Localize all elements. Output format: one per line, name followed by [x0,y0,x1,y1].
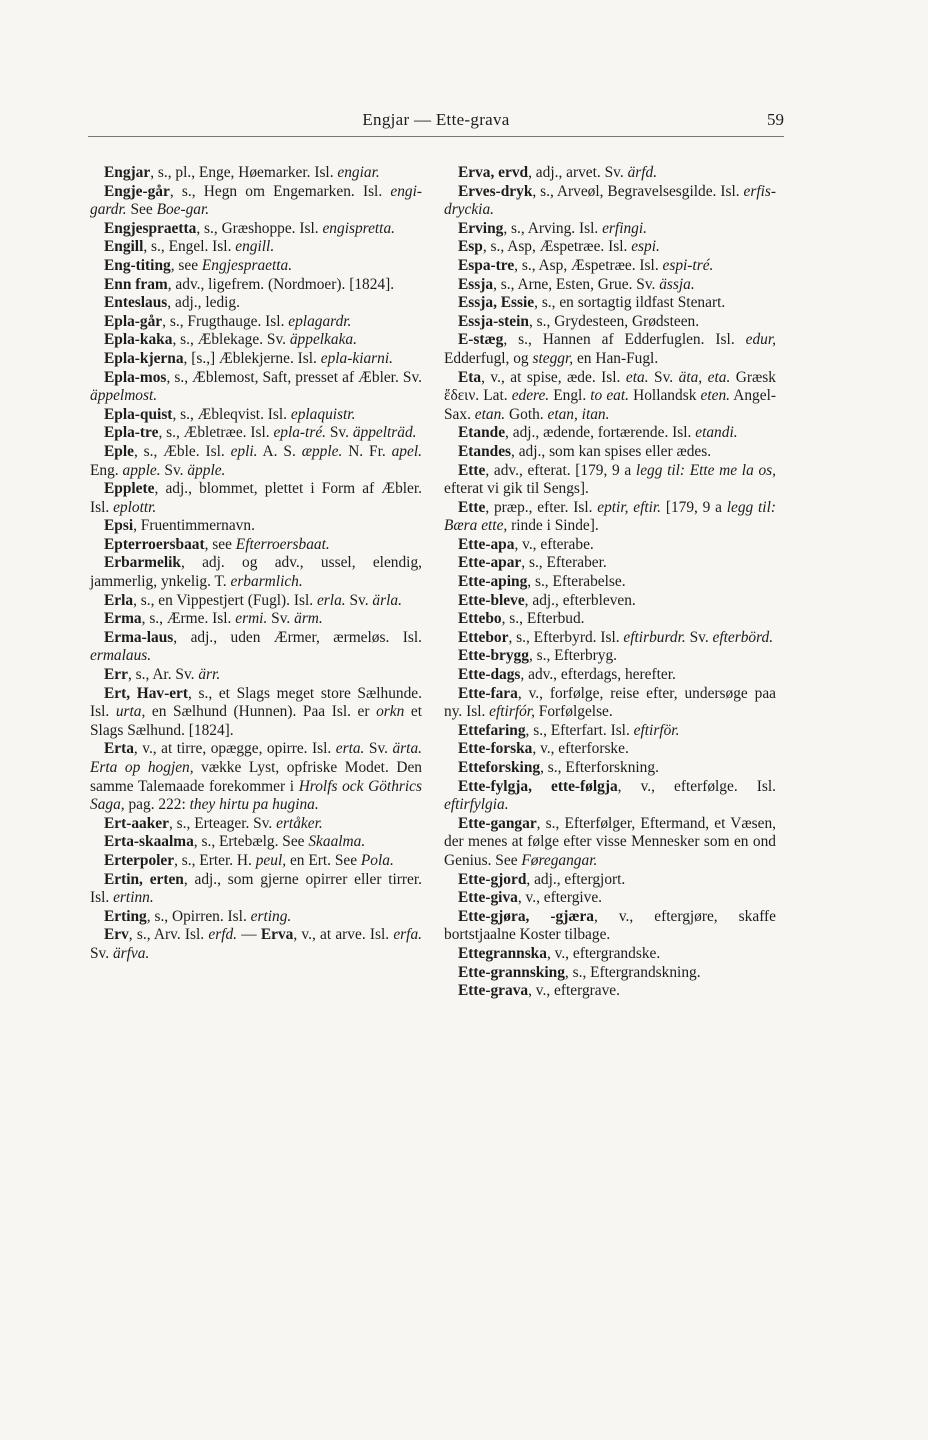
definition-text: , v., efterabe. [514,535,594,553]
italic-term: eten. [700,387,730,405]
dictionary-entry [444,276,776,295]
italic-term: espi. [631,238,660,256]
headword: Ette-bleve [458,591,525,609]
definition-text: , s., Æbleqvist. Isl. [172,405,291,423]
headword: Etteforsking [458,759,541,776]
italic-term: to eat. [590,387,630,405]
headword: Ertin, erten [104,870,184,888]
headword: Ette-forska [458,740,533,758]
italic-term: legg til: Ette me la os, [635,461,776,479]
headword: Enteslaus [104,294,168,312]
headword: Epla-mos [104,368,167,386]
definition-text: , s., Arveøl, Begravelsesgilde. Isl. [532,182,744,200]
definition-text: N. Fr. [342,442,392,460]
italic-term: erla. [316,591,346,609]
headword: Essja-stein [458,312,529,330]
definition-text: [179, 9 a [661,498,727,516]
headword: Epla-kjerna [104,349,184,367]
italic-term: peul, [255,851,287,869]
headword: Ettebo [458,610,502,628]
definition-text: Sv. [648,368,679,386]
italic-term: engiar. [337,164,380,181]
headword: Ette-fara [458,684,518,702]
headword: Erv [104,926,129,944]
definition-text: , s., Hannen af Edderfuglen. Isl. [503,331,746,349]
headword: Engill [104,238,144,256]
italic-term: æpple. [301,442,343,460]
definition-text: , s., Efterbud. [501,610,585,628]
definition-text: — [237,926,261,944]
headword: Ette-grava [458,982,529,1000]
dictionary-entry [90,313,422,332]
headword: Err [104,666,128,684]
definition-text: , s., Grydesteen, Grødsteen. [528,312,700,330]
page-number: 59 [767,110,784,129]
italic-term: ertåker. [276,814,323,832]
definition-text: , s., Æble. Isl. [133,442,231,460]
dictionary-entry [444,220,776,239]
headword: Ette-brygg [458,647,529,665]
definition-text: , s., Erteager. Sv. [168,814,277,832]
definition-text: , s., Efterforskning. [540,759,659,776]
definition-text: , adj., arvet. Sv. [528,164,628,181]
italic-term: engi-gardr. [90,182,422,219]
dictionary-entry [90,369,422,406]
italic-term: etandi. [695,424,738,442]
dictionary-entry [90,220,422,239]
dictionary-entry [90,424,422,443]
definition-text: , adj., uden Ærmer, ærmeløs. Isl. [173,628,422,646]
italic-term: erfingi. [602,219,647,237]
italic-term: äpple. [187,461,226,479]
definition-text: Sv. [685,628,713,646]
definition-text: Eng. [90,461,123,479]
italic-term: efterbörd. [712,628,774,646]
dictionary-entry [444,424,776,443]
definition-text: en Ert. See [286,851,361,869]
headword: Ette [458,461,486,479]
definition-text: , s., Æbletræe. Isl. [158,424,274,442]
definition-text: , adj., ledig. [167,294,240,312]
italic-term: epla-tré. [273,424,327,442]
definition-text: , adj., som kan spises eller ædes. [511,442,712,460]
dictionary-entry [90,833,422,852]
definition-text: , s., Asp, Æspetræe. Isl. [514,256,663,274]
italic-term: Pola. [360,851,394,869]
definition-text: Hollandsk [629,387,701,405]
definition-text: , adv., efterdags, herefter. [520,666,676,684]
italic-term: ermi. [235,610,268,628]
dictionary-entry [90,908,422,927]
italic-term: Erta op hogjen, [90,759,194,776]
italic-term: Føregangar. [521,851,598,869]
headword: Ert-aaker [104,814,169,832]
dictionary-entry [444,871,776,890]
headword: Etandes [458,442,512,460]
definition-text: rinde i Sinde]. [507,517,599,535]
header-rule [88,136,784,137]
definition-text: , s., Engel. Isl. [143,238,236,256]
dictionary-entry [90,517,422,536]
dictionary-entry [444,647,776,666]
definition-text: Sv. [364,740,393,758]
headword: Erma [104,610,142,628]
headword: Enn fram [104,275,168,293]
italic-term: äppelmost. [90,387,158,405]
headword: Ette-gangar [458,814,537,832]
definition-text: , s., en Vippestjert (Fugl). Isl. [133,591,317,609]
definition-text: , adj. og adv., ussel, elendig, jammerlig, ynkelig. T. [90,554,422,591]
dictionary-entry [90,629,422,666]
dictionary-entry [90,164,422,183]
dictionary-entry [90,183,422,220]
dictionary-entry [90,276,422,295]
definition-text: Sv. [90,944,113,962]
dictionary-entry [90,350,422,369]
dictionary-entry [444,313,776,332]
running-title: Engjar — Ette-grava [362,110,510,129]
definition-text: pag. 222: [124,796,190,814]
headword: Engjar [104,164,151,181]
dictionary-entry [444,573,776,592]
headword: Ette-giva [458,889,518,907]
headword: Engje-går [104,182,170,200]
italic-term: Skaalma. [308,833,366,851]
definition-text: , Fruentimmernavn. [133,517,255,535]
definition-text: Edderfugl, og [444,349,533,367]
italic-term: steggr, [532,349,574,367]
dictionary-entry [90,610,422,629]
italic-term: etan. [474,405,506,423]
definition-text: , s., Erter. H. [174,851,256,869]
dictionary-entry [90,852,422,871]
dictionary-entry [444,964,776,983]
headword: Eng-titing [104,256,171,274]
dictionary-entry [444,722,776,741]
italic-term: ärr. [198,666,221,684]
headword: Ette-apa [458,535,515,553]
definition-text: , s., Ertebælg. See [193,833,309,851]
definition-text: Sv. [267,610,295,628]
italic-term: Engjespraetta. [201,256,293,274]
dictionary-entry [90,685,422,741]
italic-term: erfa. [393,926,422,944]
italic-term: ärfva. [112,944,150,962]
definition-text: en Sælhund (Hunnen). Paa Isl. er [145,703,377,721]
headword: Eple [104,442,134,460]
definition-text: A. S. [257,442,302,460]
italic-term: epla-kiarni. [320,349,393,367]
italic-term: Hrolfs ock Göthrics Saga, [90,777,422,814]
definition-text: , v., at spise, æde. Isl. [481,368,626,386]
definition-text: , s., Æblekage. Sv. [172,331,290,349]
italic-term: Efterroersbaat. [235,535,330,553]
dictionary-entry [444,331,776,368]
definition-text: , s., Ærme. Isl. [141,610,236,628]
definition-text: , adj., ædende, fortærende. Isl. [505,424,696,442]
dictionary-entry [444,629,776,648]
definition-text: Forfølgelse. [534,703,613,721]
italic-term: erting. [250,907,292,925]
italic-term: eftirfylgia. [444,796,509,814]
headword: Erma-laus [104,628,174,646]
dictionary-entry [444,369,776,425]
dictionary-entry [444,685,776,722]
definition-text: , adj., som gjerne opirrer eller tirrer. Isl. [90,870,422,907]
italic-term: ermalaus. [90,647,152,665]
italic-term: orkn [376,703,405,721]
headword: Erterpoler [104,851,175,869]
definition-text: , s., Efteraber. [521,554,607,572]
running-header [88,108,784,132]
definition-text: See [126,201,157,219]
right-column [444,164,776,1001]
headword: Erva [260,926,294,944]
headword: Ert, Hav-ert [104,684,188,702]
headword: E-stæg [458,331,504,349]
definition-text: , præp., efter. Isl. [485,498,598,516]
headword: Epla-quist [104,405,173,423]
italic-term: epli. [230,442,258,460]
definition-text: vække Lyst, opfriske Modet. Den samme Talemaade forekommer i [90,759,422,795]
italic-term: äppelträd. [352,424,417,442]
headword: Ette-fylgja, ette-følgja [458,777,618,795]
definition-text: Angel-Sax. [444,387,776,423]
definition-text: Engl. [549,387,591,405]
italic-term: eftirför. [633,721,680,739]
italic-term: they hirtu pa hugina. [189,796,319,814]
dictionary-entry [444,499,776,536]
definition-text: , adj., eftergjort. [526,870,626,888]
headword: Ette-grannsking [458,963,565,981]
italic-term: eftirfór, [489,703,535,721]
headword: Essja [458,275,494,293]
definition-text: , adv., efterat. [179, 9 a [485,461,636,479]
headword: Epla-tre [104,424,159,442]
dictionary-entry [444,666,776,685]
definition-text: , v., eftergive. [517,889,603,907]
definition-text: , v., at tirre, opægge, opirre. Isl. [133,740,336,758]
headword: Erva, ervd [458,164,529,181]
definition-text: , s., Efterabelse. [527,573,626,591]
definition-text: , v., at arve. Isl. [293,926,394,944]
definition-text: , s., Efterfart. Isl. [525,721,634,739]
italic-term: erta. [335,740,365,758]
definition-text: Sv. [326,424,353,442]
definition-text: , adj., blommet, plettet i Form af Æbler. Isl. [90,480,422,516]
definition-text: , s., pl., Enge, Høemarker. Isl. [150,164,338,181]
headword: Epsi [104,517,134,535]
italic-term: eplagardr. [288,312,352,330]
italic-term: eftirburdr. [623,628,686,646]
italic-term: ärla. [372,591,402,609]
headword: Epla-kaka [104,331,173,349]
dictionary-entry [444,294,776,313]
dictionary-entry [444,462,776,499]
definition-text: , v., eftergrandske. [546,944,661,962]
italic-term: apple. [122,461,161,479]
definition-text: , s., Græshoppe. Isl. [196,219,323,237]
definition-text: , see [204,535,236,553]
headword: Ettegrannska [458,944,547,962]
headword: Espa-tre [458,256,515,274]
definition-text: , v., efterfølge. Isl. [617,777,776,795]
italic-term: äta, eta. [678,368,731,386]
headword: Esp [458,238,483,256]
italic-term: erbarmlich. [230,573,303,591]
headword: Epterroersbaat [104,535,205,553]
italic-term: etan, itan. [547,405,610,423]
definition-text: , v., forfølge, reise efter, undersøge paa ny. Isl. [444,684,776,721]
definition-text: , s., Arne, Esten, Grue. Sv. [493,275,660,293]
definition-text: Sv. [160,461,188,479]
italic-term: engill. [235,238,275,256]
definition-text: , s., Efterbryg. [528,647,617,665]
headword: Erting [104,907,147,925]
dictionary-entry [90,592,422,611]
dictionary-entry [444,610,776,629]
definition-text: , adj., efterbleven. [524,591,636,609]
definition-text: , v., efterforske. [532,740,629,758]
dictionary-entry [90,480,422,517]
headword: Erves-dryk [458,182,533,200]
definition-text: , s., Efterfølger, Eftermand, et Væsen, der menes at følge efter visse Mennesker som en ond Genius. See [444,814,776,869]
headword: Ette [458,498,486,516]
dictionary-entry [444,740,776,759]
dictionary-entry [90,294,422,313]
headword: Erving [458,219,504,237]
headword: Ettebor [458,628,509,646]
headword: Essja, Essie [458,294,535,312]
definition-text: et Slags Sælhund. [1824]. [90,703,422,739]
italic-term: eptir, eftir. [597,498,662,516]
headword: Ette-gjord [458,870,527,888]
definition-text: , s., Asp, Æspetræe. Isl. [482,238,632,256]
dictionary-entry [444,164,776,183]
headword: Engjespraetta [104,219,197,237]
definition-text: en Han-Fugl. [573,349,659,367]
definition-text: Goth. [505,405,548,423]
italic-term: espi-tré. [662,256,714,274]
definition-text: , s., Efterbyrd. Isl. [508,628,624,646]
italic-term: engispretta. [322,219,395,237]
definition-text: , s., Opirren. Isl. [146,907,251,925]
dictionary-entry [90,536,422,555]
headword: Ette-gjøra, -gjæra [458,907,594,925]
dictionary-entry [90,406,422,425]
italic-term: ärfd. [627,164,658,181]
dictionary-entry [444,238,776,257]
definition-text: , s., Frugthauge. Isl. [162,312,289,330]
headword: Eta [458,368,482,386]
headword: Epla-går [104,312,163,330]
definition-text: , s., Ar. Sv. [127,666,199,684]
italic-term: urta, [115,703,146,721]
italic-term: ässja. [659,275,695,293]
definition-text: , see [170,256,202,274]
definition-text: , v., eftergrave. [528,982,620,1000]
dictionary-entry [444,183,776,220]
italic-term: edere. [511,387,550,405]
dictionary-entry [444,592,776,611]
definition-text: Sv. [345,591,373,609]
definition-text: , s., Arv. Isl. [128,926,209,944]
italic-term: ärm. [294,610,323,628]
definition-text: , s., et Slags meget store Sælhunde. Isl. [90,684,422,721]
headword: Ette-aping [458,573,528,591]
headword: Etande [458,424,506,442]
italic-term: eplaquistr. [290,405,356,423]
italic-term: edur, [745,331,776,349]
headword: Erta-skaalma [104,833,194,851]
headword: Erta [104,740,134,758]
italic-term: legg til: Bæra ette, [444,498,776,535]
headword: Ettefaring [458,721,526,739]
dictionary-entry [90,331,422,350]
italic-term: ärta. [392,740,422,758]
definition-text: efterat vi gik til Sengs]. [444,480,589,498]
dictionary-entry [90,238,422,257]
dictionary-entry [90,740,422,814]
italic-term: erfis-dryckia. [444,182,776,219]
dictionary-entry [90,926,422,963]
dictionary-entry [90,666,422,685]
dictionary-entry [90,554,422,591]
headword: Ette-dags [458,666,521,684]
dictionary-entry [444,257,776,276]
left-column [90,164,422,964]
dictionary-entry [444,908,776,945]
dictionary-entry [444,536,776,555]
headword: Ette-apar [458,554,522,572]
definition-text: , v., eftergjøre, skaffe bortstjaalne Koster tilbage. [444,907,777,944]
dictionary-entry [90,443,422,480]
definition-text: , [s.,] Æblekjerne. Isl. [183,349,321,367]
italic-term: apel. [391,442,422,460]
headword: Erla [104,591,134,609]
dictionary-entry [444,982,776,1001]
dictionary-entry [444,554,776,573]
dictionary-entry [444,815,776,871]
dictionary-entry [444,759,776,778]
definition-text: , s., Hegn om Engemarken. Isl. [169,182,391,200]
italic-term: Boe-gar. [156,201,210,219]
dictionary-entry [90,871,422,908]
italic-term: ertinn. [113,889,154,907]
dictionary-entry [444,889,776,908]
dictionary-entry [90,257,422,276]
definition-text: , s., Æblemost, Saft, presset af Æbler. Sv. [166,368,422,386]
headword: Erbarmelik [104,554,181,572]
definition-text: Græsk ἔδειν. Lat. [444,368,776,405]
dictionary-entry [444,778,776,815]
definition-text: , s., Eftergrandskning. [564,963,701,981]
italic-term: äppelkaka. [289,331,357,349]
headword: Epplete [104,480,155,498]
definition-text: , s., Arving. Isl. [503,219,603,237]
italic-term: eplottr. [113,498,157,516]
italic-term: eta. [625,368,649,386]
dictionary-entry [444,443,776,462]
dictionary-entry [90,815,422,834]
definition-text: , s., en sortagtig ildfast Stenart. [534,294,726,312]
definition-text: , adv., ligefrem. (Nordmoer). [1824]. [167,275,395,293]
italic-term: erfd. [208,926,238,944]
dictionary-entry [444,945,776,964]
